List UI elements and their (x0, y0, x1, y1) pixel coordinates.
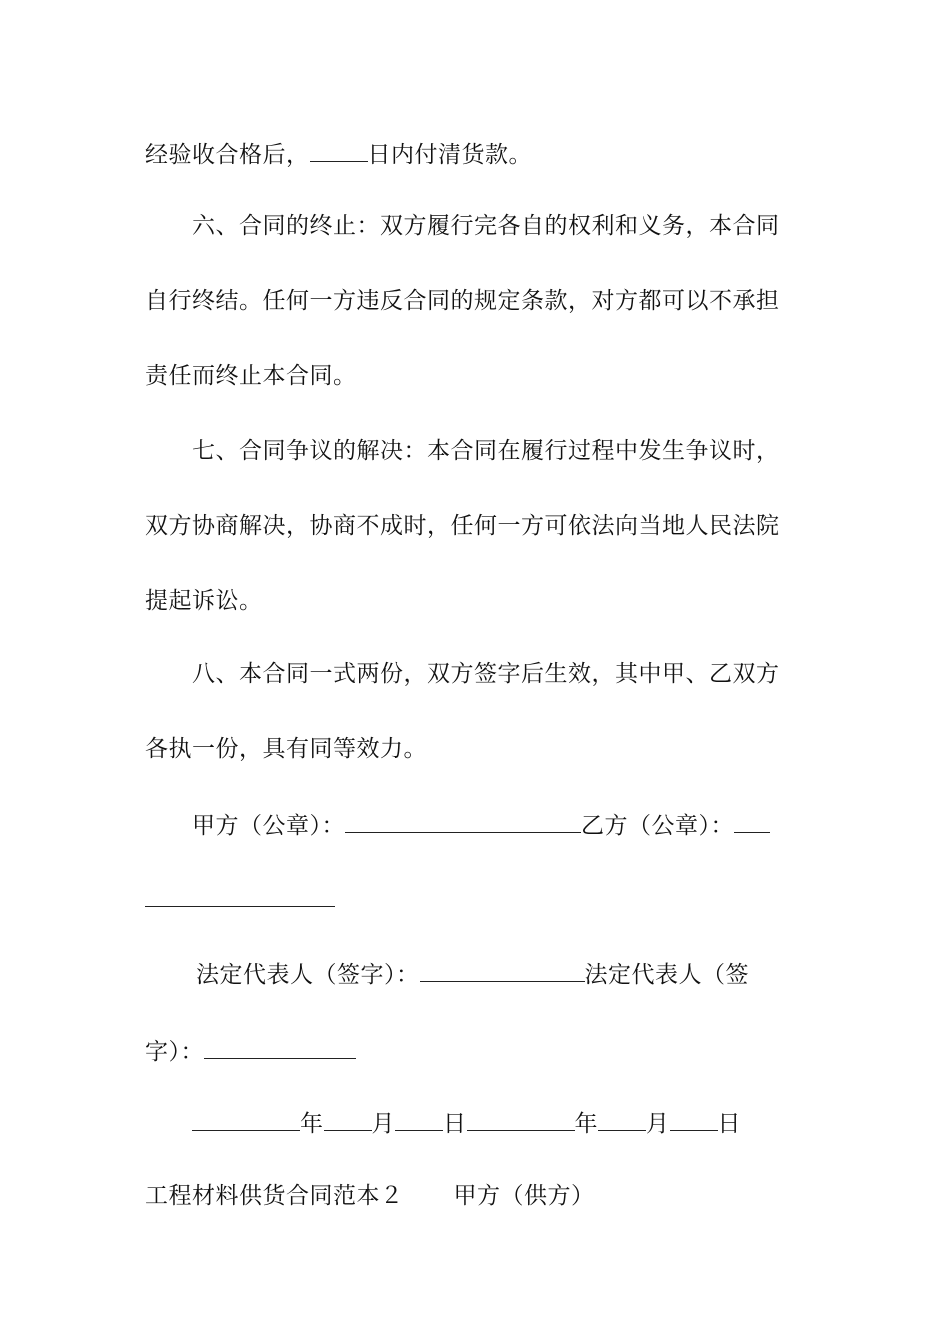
party-a-seal-label: 甲方（公章）： (192, 813, 345, 839)
next-contract-title: 工程材料供货合同范本２ (145, 1183, 404, 1209)
party-a-day-label: 日 (443, 1111, 467, 1137)
payment-text-start: 经验收合格后， (145, 142, 310, 168)
party-b-month-label: 月 (646, 1111, 670, 1137)
payment-line (145, 139, 810, 170)
party-b-year-label: 年 (574, 1111, 598, 1137)
party-b-seal-blank (734, 810, 770, 833)
party-a-representative-blank (420, 959, 585, 982)
date-line (192, 1108, 810, 1139)
seal-line (192, 810, 810, 841)
party-b-representative-label-end: 字）： (145, 1039, 204, 1065)
party-b-seal-blank-continued (145, 906, 335, 907)
clause-7-line-1: 七、合同争议的解决：本合同在履行过程中发生争议时， (192, 438, 780, 464)
party-b-seal-label: 乙方（公章）： (581, 813, 734, 839)
party-b-representative-label: 法定代表人（签 (584, 962, 749, 988)
party-a-month-label: 月 (371, 1111, 395, 1137)
clause-6-line-2: 自行终结。任何一方违反合同的规定条款，对方都可以不承担 (145, 288, 780, 314)
representative-line (196, 959, 814, 990)
clause-7-line-2: 双方协商解决，协商不成时，任何一方可依法向当地人民法院 (145, 513, 780, 539)
party-a-year-blank (192, 1108, 300, 1131)
party-a-day-blank (395, 1108, 443, 1131)
clause-8-line-2: 各执一份，具有同等效力。 (145, 736, 427, 762)
party-a-year-label: 年 (300, 1111, 324, 1137)
clause-6-line-3: 责任而终止本合同。 (145, 363, 357, 389)
next-section-line (145, 1181, 810, 1211)
payment-text-end: 日内付清货款。 (367, 142, 532, 168)
clause-8-line-1: 八、本合同一式两份，双方签字后生效，其中甲、乙双方 (192, 661, 780, 687)
party-a-representative-label: 法定代表人（签字）： (196, 962, 420, 988)
next-contract-party-a: 甲方（供方） (453, 1183, 595, 1209)
representative-line-2 (145, 1036, 810, 1067)
days-blank (310, 139, 368, 162)
clause-7-line-3: 提起诉讼。 (145, 588, 263, 614)
party-b-day-blank (670, 1108, 718, 1131)
party-b-representative-blank (204, 1036, 356, 1059)
party-a-seal-blank (345, 810, 581, 833)
party-b-month-blank (598, 1108, 646, 1131)
party-b-year-blank (467, 1108, 575, 1131)
party-a-month-blank (324, 1108, 372, 1131)
clause-6-line-1: 六、合同的终止：双方履行完各自的权利和义务，本合同 (192, 213, 780, 239)
party-b-day-label: 日 (717, 1111, 741, 1137)
